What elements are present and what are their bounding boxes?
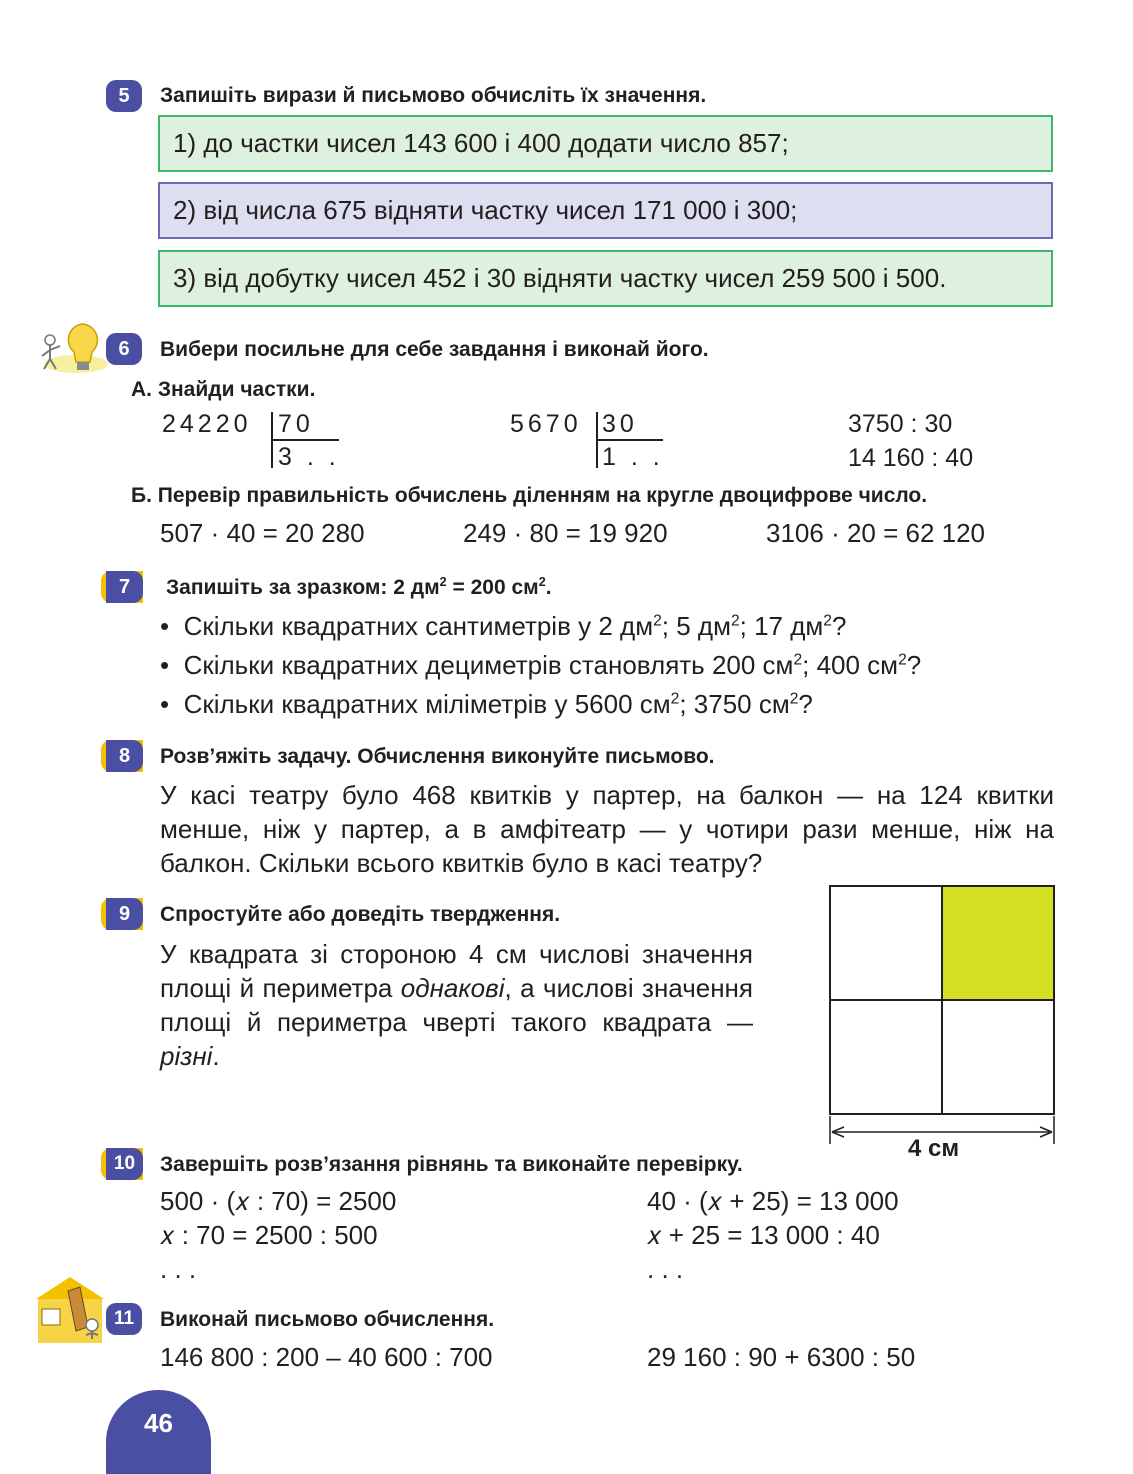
task-number: 5 bbox=[118, 84, 130, 107]
task-title bbox=[166, 576, 552, 600]
division-quotient: 3 . . bbox=[278, 443, 340, 471]
equation-line: . . . bbox=[160, 1254, 197, 1284]
square-figure bbox=[826, 882, 1058, 1150]
superscript: 2 bbox=[439, 575, 447, 589]
superscript: 2 bbox=[823, 612, 832, 630]
check-expression: 507 · 40 = 20 280 bbox=[160, 518, 365, 548]
bullet-icon: • bbox=[160, 611, 170, 641]
house-pencil-icon bbox=[30, 1275, 110, 1345]
task-title: Завершіть розв’язання рівнянь та виконайте перевірку. bbox=[160, 1153, 743, 1176]
subtask-label: А. Знайди частки. bbox=[131, 378, 316, 401]
text: ? bbox=[831, 611, 847, 641]
text: ; 5 дм bbox=[661, 611, 731, 641]
title-part: . bbox=[545, 576, 552, 599]
text: ? bbox=[798, 689, 813, 719]
task-title: Запишіть вирази й письмово обчисліть їх значення. bbox=[160, 84, 707, 107]
equation-line: 𝑥 + 25 = 13 000 : 40 bbox=[647, 1220, 880, 1250]
problem-text: У касі театру було 468 квитків у партер, на балкон — на 124 квитки менше, ніж у партер, а в амфітеатр — у чотири рази менше, ніж на балкон. Скільки всього квитків було в касі театру? bbox=[160, 780, 1054, 878]
superscript: 2 bbox=[670, 690, 680, 708]
expression: 29 160 : 90 + 6300 : 50 bbox=[647, 1342, 916, 1372]
page-number: 46 bbox=[144, 1408, 173, 1438]
text: ; 400 см bbox=[802, 650, 899, 680]
superscript: 2 bbox=[538, 575, 546, 589]
task-number-badge bbox=[101, 898, 143, 930]
text: Скільки квадратних сантиметрів у 2 дм bbox=[183, 611, 654, 641]
bullet-icon: • bbox=[160, 689, 170, 719]
title-part: = 200 см bbox=[446, 576, 539, 599]
task-number-badge bbox=[101, 571, 143, 603]
expression-box: 3) від добутку чисел 452 і 30 відняти частку чисел 259 500 і 500. bbox=[158, 250, 1053, 307]
task-number: 8 bbox=[106, 740, 143, 772]
division-quotient: 1 . . bbox=[602, 443, 664, 471]
task-number-badge bbox=[101, 1148, 143, 1180]
expression-box: 2) від числа 675 відняти частку чисел 171 000 і 300; bbox=[158, 182, 1053, 239]
division-divisor: 70 bbox=[278, 410, 314, 438]
superscript: 2 bbox=[730, 612, 740, 630]
task-title: Спростуйте або доведіть твердження. bbox=[160, 903, 561, 926]
task-title: Вибери посильне для себе завдання і виконай його. bbox=[160, 338, 709, 361]
text: ; 17 дм bbox=[739, 611, 824, 641]
bullet-item bbox=[160, 689, 813, 720]
task-number: 10 bbox=[106, 1148, 143, 1180]
superscript: 2 bbox=[789, 690, 799, 708]
text-italic: різні bbox=[160, 1041, 213, 1071]
equation-line: 𝑥 : 70 = 2500 : 500 bbox=[160, 1220, 378, 1250]
text: ? bbox=[906, 650, 922, 680]
text: . bbox=[212, 1041, 220, 1071]
superscript: 2 bbox=[898, 651, 907, 669]
division-line bbox=[596, 439, 663, 441]
division-dividend: 5670 bbox=[510, 410, 582, 438]
division-divisor: 30 bbox=[602, 410, 638, 438]
check-expression: 3106 · 20 = 62 120 bbox=[766, 518, 986, 548]
expression: 14 160 : 40 bbox=[848, 444, 974, 472]
text: ; 3750 см bbox=[679, 689, 790, 719]
task-title: Розв’яжіть задачу. Обчислення виконуйте письмово. bbox=[160, 745, 715, 768]
subtask-label: Б. Перевір правильність обчислень діленням на кругле двоцифрове число. bbox=[131, 484, 928, 507]
text: У квадрата зі стороною 4 см числові значення площі й периметра bbox=[160, 939, 753, 1003]
bullet-item bbox=[160, 611, 846, 642]
dimension-label: 4 см bbox=[908, 1135, 960, 1162]
title-part: Запишіть за зразком: 2 дм bbox=[166, 576, 440, 599]
task-number-badge bbox=[106, 80, 142, 112]
text: Скільки квадратних дециметрів становлять 200 см bbox=[183, 650, 794, 680]
equation-line: 500 · (𝑥 : 70) = 2500 bbox=[160, 1186, 397, 1216]
task-number: 9 bbox=[106, 898, 143, 930]
lightbulb-icon bbox=[30, 318, 108, 378]
bullet-icon: • bbox=[160, 650, 170, 680]
division-dividend: 24220 bbox=[162, 410, 252, 438]
task-title: Виконай письмово обчислення. bbox=[160, 1308, 495, 1331]
task-number-badge bbox=[101, 740, 143, 772]
text-italic: однакові bbox=[400, 973, 505, 1003]
task-number: 11 bbox=[113, 1308, 135, 1329]
division-line bbox=[271, 439, 339, 441]
equation-line: 40 · (𝑥 + 25) = 13 000 bbox=[647, 1186, 899, 1216]
superscript: 2 bbox=[653, 612, 662, 630]
bullet-item bbox=[160, 650, 921, 681]
superscript: 2 bbox=[793, 651, 803, 669]
task-number: 7 bbox=[106, 571, 143, 603]
expression: 146 800 : 200 – 40 600 : 700 bbox=[160, 1342, 493, 1372]
expression: 3750 : 30 bbox=[848, 410, 953, 438]
equation-line: . . . bbox=[647, 1254, 684, 1284]
task-number-badge bbox=[106, 1303, 142, 1335]
text: Скільки квадратних міліметрів у 5600 см bbox=[183, 689, 671, 719]
text: , а числові значення площі й периметра чверті такого квадрата — bbox=[160, 973, 753, 1037]
check-expression: 249 · 80 = 19 920 bbox=[463, 518, 668, 548]
page-number-tab bbox=[106, 1390, 211, 1474]
task-number: 6 bbox=[118, 337, 130, 360]
statement-text bbox=[160, 937, 753, 1073]
expression-box: 1) до частки чисел 143 600 і 400 додати число 857; bbox=[158, 115, 1053, 172]
highlighted-quarter bbox=[942, 886, 1054, 1000]
task-number-badge bbox=[106, 333, 142, 365]
